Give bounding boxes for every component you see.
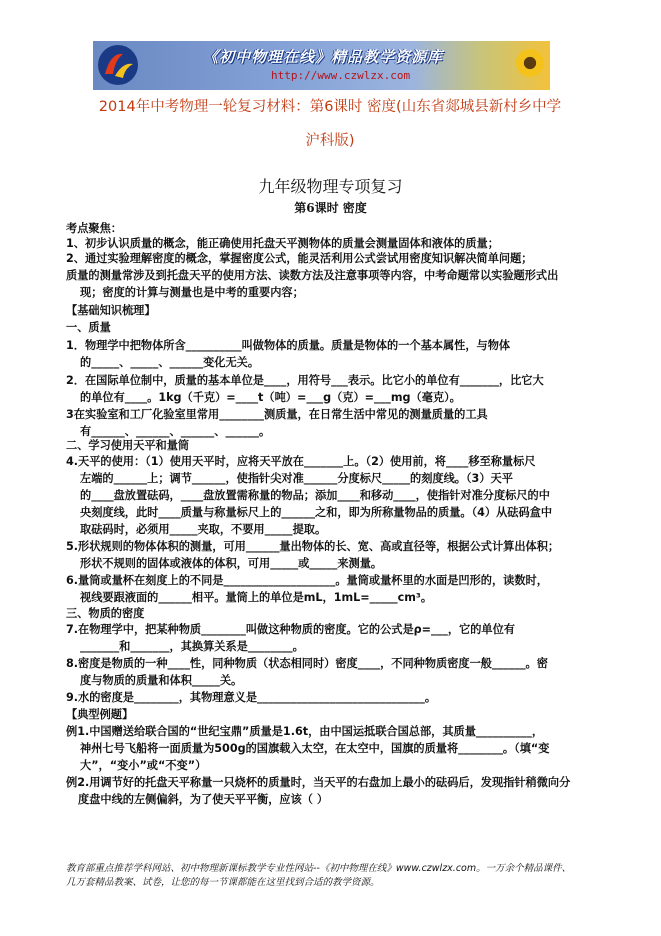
text-line: 4.天平的使用：（1）使用天平时，应将天平放在_______上。（2）使用前，将____移至称量标尺: [66, 455, 536, 468]
text-line: 质量的测量常涉及到托盘天平的使用方法、读数方法及注意事项等内容，中考命题常以实验题形式出: [66, 269, 559, 282]
banner-url[interactable]: http://www.czwlzx.com: [271, 69, 411, 82]
text-line: 9.水的密度是________，其物理意义是______________________________。: [66, 691, 437, 704]
text-line: 7.在物理学中，把某种物质________叫做这种物质的密度。它的公式是ρ=___，它的单位有: [66, 623, 515, 636]
text-line: 现；密度的计算与测量也是中考的重要内容；: [80, 286, 304, 299]
text-line: 考点聚焦：: [66, 222, 122, 235]
text-line: 例1.中国赠送给联合国的“世纪宝鼎”质量是1.6t，由中国运抵联合国总部，其质量__________，: [66, 725, 544, 738]
lesson-title: 第6课时 密度: [294, 201, 367, 215]
text-line: _______和_______，其换算关系是________。: [80, 640, 304, 653]
banner-title: 《初中物理在线》精品教学资源库: [203, 48, 444, 66]
text-line: 6.量筒或量杯在刻度上的不同是____________________。量筒或量杯里的水面是凹形的，读数时，: [66, 574, 548, 587]
text-line: 的_____、_____、______变化无关。: [80, 356, 260, 369]
text-line: 3在实验室和工厂化验室里常用________测质量，在日常生活中常见的测量质量的工具: [66, 408, 488, 421]
section-heading: 一、质量: [66, 321, 111, 334]
text-line: 左端的______上；调节______，使指针尖对准______分度标尺_____的刻度线。（3）天平: [80, 472, 513, 485]
text-line: 神州七号飞船将一面质量为500g的国旗载入太空，在太空中，国旗的质量将________。（填“变: [80, 742, 550, 755]
footer-line2: 几万套精品教案、试卷，让您的每一节课都能在这里找到合适的教学资源。: [66, 877, 380, 888]
section-heading: 【基础知识梳理】: [66, 304, 156, 317]
header-banner: [93, 41, 550, 90]
text-line: 度盘中线的左侧偏斜，为了使天平平衡，应该（ ）: [78, 793, 329, 806]
text-line: 取砝码时，必须用_____夹取，不要用_____提取。: [80, 523, 327, 536]
text-line: 2、通过实验理解密度的概念，掌握密度公式，能灵活利用公式尝试用密度知识解决简单问题；: [66, 252, 533, 265]
text-line: 的____盘放置砝码，____盘放置需称量的物品；添加____和移动____，使指针对准分度标尺的中: [80, 489, 550, 502]
main-title: 九年级物理专项复习: [258, 177, 403, 196]
text-line: 视线要跟液面的______相平。量筒上的单位是mL，1mL=_____cm³。: [80, 591, 433, 604]
section-heading: 【典型例题】: [66, 708, 134, 721]
section-heading: 三、物质的密度: [66, 607, 145, 620]
text-line: 2．在国际单位制中，质量的基本单位是____，用符号___表示。比它小的单位有_______，比它大: [66, 374, 544, 387]
footer-line1: 教育部重点推荐学科网站、初中物理新课标教学专业性网站--《初中物理在线》www.czwlzx.com。一万余个精品课件、: [66, 863, 572, 874]
text-line: 1．物理学中把物体所含__________叫做物体的质量。质量是物体的一个基本属性，与物体: [66, 339, 511, 352]
text-line: 5.形状规则的物体体积的测量，可用______量出物体的长、宽、高或直径等，根据公式计算出体积；: [66, 540, 560, 553]
document-title-line2: 沪科版): [305, 133, 355, 149]
text-line: 形状不规则的固体或液体的体积，可用_____或_____来测量。: [80, 557, 383, 570]
text-line: 的单位有____。1kg（千克）=____t（吨）=___g（克）=___mg（毫克）。: [80, 391, 461, 404]
document-title-line1: 2014年中考物理一轮复习材料：第6课时 密度(山东省郯城县新村乡中学: [98, 99, 562, 115]
text-line: 央刻度线，此时____质量与称量标尺上的______之和，即为所称量物品的质量。（4）从砝码盒中: [80, 506, 553, 519]
text-line: 有______、______、______、______。: [80, 425, 271, 438]
text-line: 大”，“变小”或“不变”）: [80, 759, 207, 772]
text-line: 度与物质的质量和体积_____关。: [80, 674, 243, 687]
sunflower-icon: [516, 49, 544, 77]
site-logo-icon: [97, 44, 139, 86]
section-heading: 二、学习使用天平和量筒: [66, 439, 190, 452]
text-line: 8.密度是物质的一种____性，同种物质（状态相同时）密度____，不同种物质密度一般______。密: [66, 657, 548, 670]
text-line: 1、初步认识质量的概念，能正确使用托盘天平测物体的质量会测量固体和液体的质量；: [66, 237, 499, 250]
text-line: 例2.用调节好的托盘天平称量一只烧杯的质量时，当天平的右盘加上最小的砝码后，发现指针稍微向分: [66, 776, 571, 789]
